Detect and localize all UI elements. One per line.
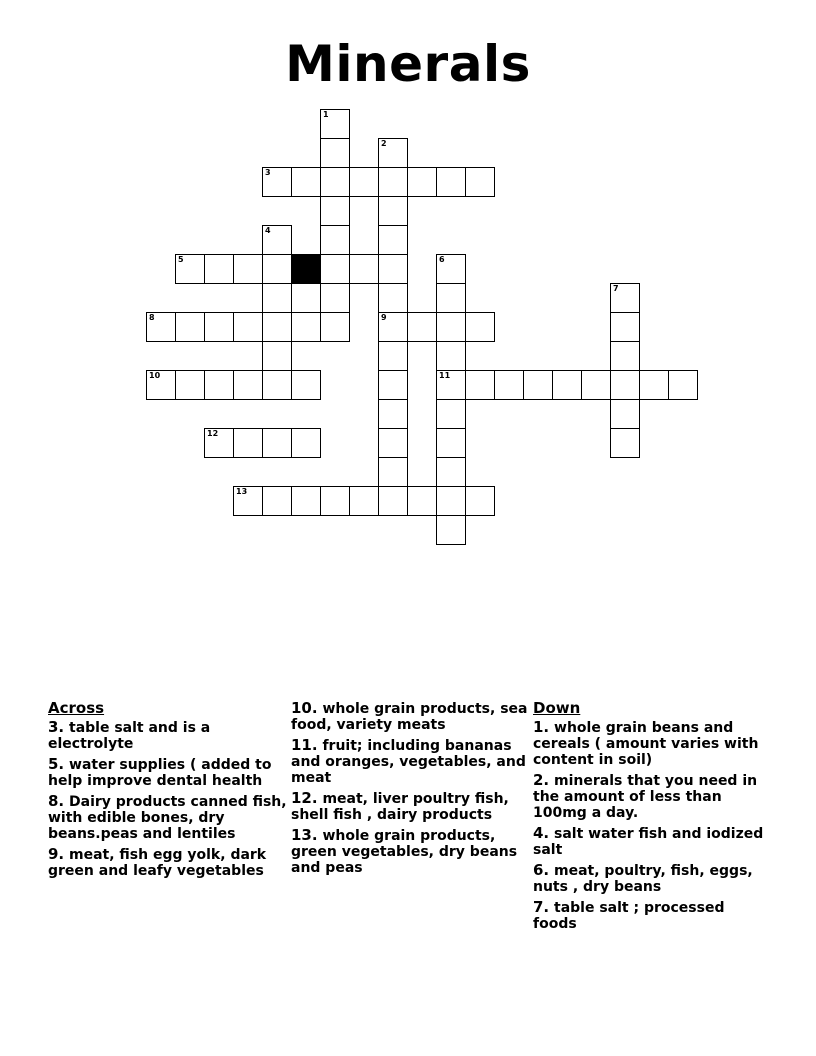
clue-number: 2 [381,139,387,148]
clue [533,862,773,895]
grid-cell[interactable] [436,312,466,342]
grid-cell[interactable] [233,254,263,284]
grid-cell[interactable] [204,312,234,342]
grid-cell[interactable] [320,109,350,139]
clue-number-label: 6. [533,861,550,879]
clue-number: 11 [439,371,451,380]
clue [48,793,288,842]
grid-cell[interactable] [233,486,263,516]
grid-cell[interactable] [668,370,698,400]
clue-number: 9 [381,313,387,322]
grid-cell[interactable] [610,312,640,342]
grid-cell[interactable] [494,370,524,400]
across-clues-column-1 [48,700,288,883]
clue-text: minerals that you need in the amount of less than 100mg a day. [533,773,758,821]
grid-cell[interactable] [291,428,321,458]
clue [48,846,288,879]
across-heading: Across [48,699,105,717]
clue-number: 6 [439,255,445,264]
grid-cell[interactable] [407,486,437,516]
grid-cell[interactable] [378,486,408,516]
grid-cell[interactable] [378,457,408,487]
grid-cell[interactable] [378,167,408,197]
clue-number-label: 13. [291,826,318,844]
clue-number-label: 4. [533,824,550,842]
clue-number: 4 [265,226,271,235]
grid-cell[interactable] [233,312,263,342]
clue-number-label: 12. [291,789,318,807]
grid-cell[interactable] [378,370,408,400]
clue-number: 13 [236,487,248,496]
clue-text: whole grain products, green vegetables, dry beans and peas [291,828,518,876]
grid-cell[interactable] [436,399,466,429]
grid-cell[interactable] [378,225,408,255]
grid-cell[interactable] [204,370,234,400]
grid-cell[interactable] [146,370,176,400]
clue-number: 7 [613,284,619,293]
grid-cell[interactable] [523,370,553,400]
grid-cell[interactable] [465,486,495,516]
clue-number-label: 8. [48,792,65,810]
clue [533,825,773,858]
grid-cell[interactable] [407,167,437,197]
clue-number-label: 5. [48,755,65,773]
grid-cell[interactable] [204,254,234,284]
clue-text: whole grain beans and cereals ( amount varies with content in soil) [533,720,759,768]
clue-text: meat, fish egg yolk, dark green and leafy vegetables [48,847,267,879]
clue-number-label: 2. [533,771,550,789]
clue [291,737,531,786]
grid-cell[interactable] [349,486,379,516]
grid-cell[interactable] [349,254,379,284]
clue [291,700,531,733]
grid-cell[interactable] [262,167,292,197]
grid-cell[interactable] [378,399,408,429]
grid-cell[interactable] [378,312,408,342]
clue-text: meat, liver poultry fish, shell fish , dairy products [291,791,509,823]
puzzle-title: Minerals [285,35,531,93]
grid-cell[interactable] [320,196,350,226]
clue-number-label: 3. [48,718,65,736]
clue-number-label: 1. [533,718,550,736]
grid-cell[interactable] [639,370,669,400]
grid-cell[interactable] [291,167,321,197]
grid-cell[interactable] [262,341,292,371]
grid-cell[interactable] [146,312,176,342]
grid-cell[interactable] [436,341,466,371]
across-clues-column-2 [291,700,531,880]
clue [291,790,531,823]
down-heading: Down [533,699,581,717]
grid-cell[interactable] [175,312,205,342]
clue-text: fruit; including bananas and oranges, vegetables, and meat [291,738,526,786]
black-square [291,254,321,284]
grid-cell[interactable] [175,370,205,400]
grid-cell[interactable] [465,312,495,342]
clue [48,719,288,752]
grid-cell[interactable] [436,167,466,197]
grid-cell[interactable] [465,370,495,400]
clue-text: water supplies ( added to help improve dental health [48,757,272,789]
clue-number: 5 [178,255,184,264]
down-clues-column [533,700,773,936]
grid-cell[interactable] [320,254,350,284]
clue-number: 1 [323,110,329,119]
grid-cell[interactable] [262,283,292,313]
grid-cell[interactable] [436,254,466,284]
grid-cell[interactable] [320,486,350,516]
grid-cell[interactable] [378,341,408,371]
clue [48,756,288,789]
clue [533,899,773,932]
clue-number: 8 [149,313,155,322]
grid-cell[interactable] [204,428,234,458]
grid-cell[interactable] [262,428,292,458]
grid-cell[interactable] [610,370,640,400]
grid-cell[interactable] [436,515,466,545]
grid-cell[interactable] [610,283,640,313]
clue-text: Dairy products canned fish, with edible bones, dry beans.peas and lentiles [48,794,287,842]
grid-cell[interactable] [320,312,350,342]
grid-cell[interactable] [349,167,379,197]
grid-cell[interactable] [262,254,292,284]
grid-cell[interactable] [175,254,205,284]
clue-number: 10 [149,371,161,380]
grid-cell[interactable] [378,138,408,168]
clue-number-label: 10. [291,699,318,717]
clue-text: salt water fish and iodized salt [533,826,764,858]
grid-cell[interactable] [233,428,263,458]
clue [533,772,773,821]
grid-cell[interactable] [320,225,350,255]
clue-number: 3 [265,168,271,177]
grid-cell[interactable] [436,457,466,487]
grid-cell[interactable] [320,167,350,197]
grid-cell[interactable] [291,312,321,342]
clue-number-label: 9. [48,845,65,863]
grid-cell[interactable] [610,399,640,429]
grid-cell[interactable] [262,486,292,516]
grid-cell[interactable] [378,196,408,226]
grid-cell[interactable] [581,370,611,400]
grid-cell[interactable] [610,341,640,371]
grid-cell[interactable] [436,370,466,400]
clue-number-label: 7. [533,898,550,916]
grid-cell[interactable] [262,225,292,255]
clue [533,719,773,768]
grid-cell[interactable] [436,283,466,313]
clue [291,827,531,876]
grid-cell[interactable] [291,370,321,400]
grid-cell[interactable] [436,486,466,516]
grid-cell[interactable] [320,283,350,313]
clue-number-label: 11. [291,736,318,754]
grid-cell[interactable] [262,312,292,342]
clue-text: table salt ; processed foods [533,900,725,932]
grid-cell[interactable] [407,312,437,342]
grid-cell[interactable] [436,428,466,458]
grid-cell[interactable] [233,370,263,400]
clue-number: 12 [207,429,219,438]
grid-cell[interactable] [291,486,321,516]
grid-cell[interactable] [378,283,408,313]
clue-text: whole grain products, sea food, variety meats [291,701,528,733]
grid-cell[interactable] [552,370,582,400]
grid-cell[interactable] [378,254,408,284]
grid-cell[interactable] [378,428,408,458]
grid-cell[interactable] [262,370,292,400]
grid-cell[interactable] [320,138,350,168]
clue-text: table salt and is a electrolyte [48,720,211,752]
grid-cell[interactable] [465,167,495,197]
grid-cell[interactable] [610,428,640,458]
clue-text: meat, poultry, fish, eggs, nuts , dry beans [533,863,753,895]
